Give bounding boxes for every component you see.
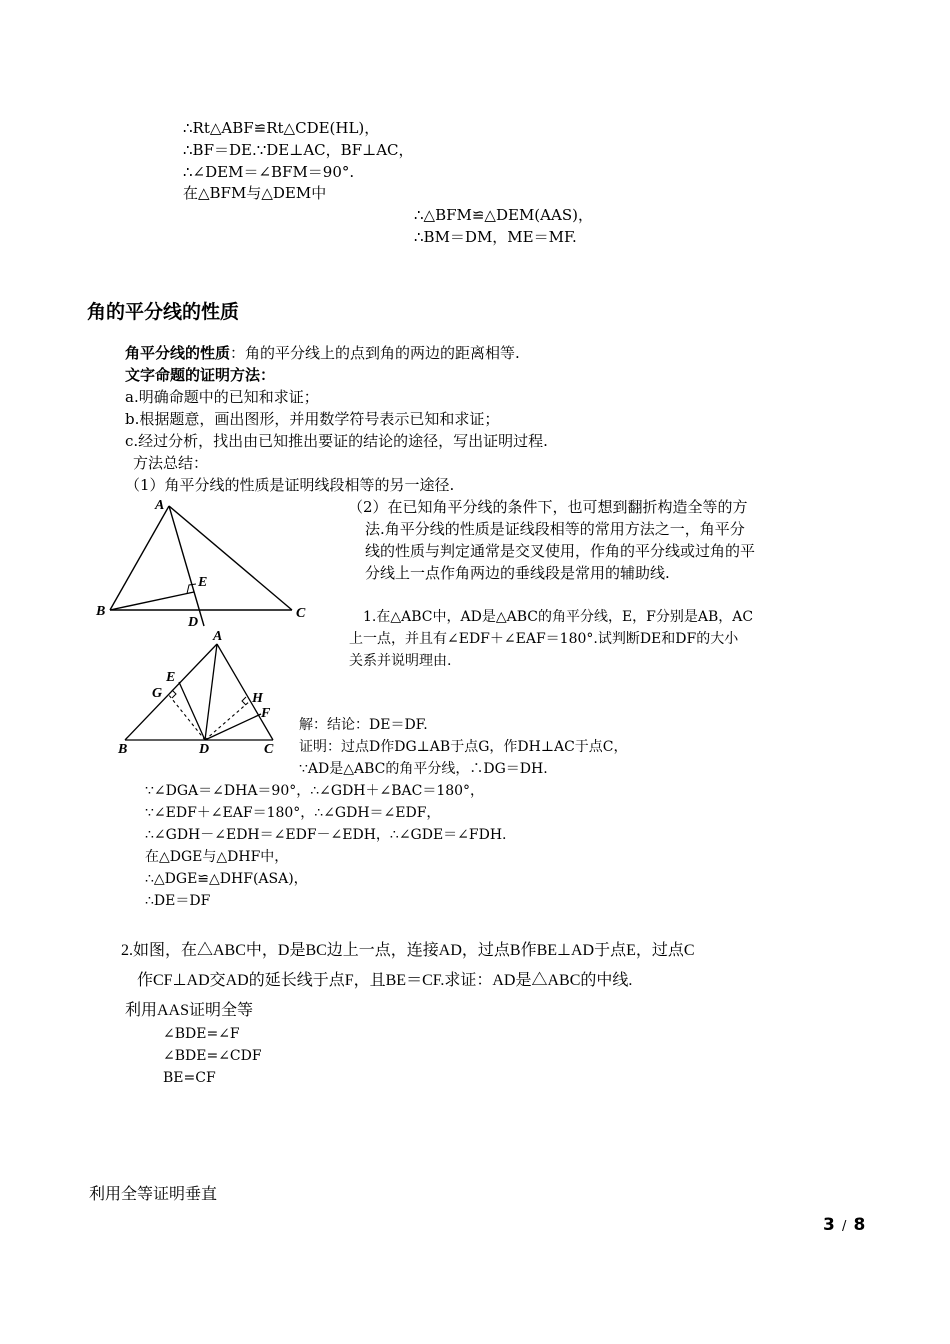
fig1-side-ab [110,506,169,610]
fig1-label-e: E [198,575,208,590]
property-line [125,343,520,363]
proof-line-1: ∴Rt△ABF≌Rt△CDE(HL)， [183,119,380,137]
fig1-perpendicular-be [110,592,194,610]
fig1-label-d: D [188,615,199,628]
fig2-segment-df [205,714,261,740]
method-b: b.根据题意，画出图形，并用数学符号表示已知和求证； [125,410,500,428]
q2-line1: 2.如图，在△ABC中，D是BC边上一点，连接AD，过点B作BE⊥AD于点E，过点C [121,942,695,959]
proof-line-6: ∴BM＝DM，ME＝MF. [414,228,577,246]
fig2-side-ab [125,644,217,740]
fig2-label-a: A [213,629,223,644]
method-a: a.明确命题中的已知和求证； [125,388,319,406]
fig2-label-c: C [264,742,274,757]
sol1-line5: ∵∠EDF＋∠EAF＝180°，∴∠GDH＝∠EDF， [145,805,441,821]
page-number: 3 / 8 [823,1215,866,1235]
fig2-dashed-dh [205,701,250,740]
proof-line-4: 在△BFM与△DEM中 [183,184,327,202]
fig2-label-g: G [152,686,163,701]
fig2-dashed-dg [168,694,205,740]
proof-line-2: ∴BF＝DE.∵DE⊥AC，BF⊥AC， [183,141,414,159]
fig2-side-ac [217,644,273,740]
figure-triangle-bisector [92,496,322,628]
page-current: 3 [823,1215,835,1235]
summary-p2-line4: 分线上一点作角两边的垂线段是常用的辅助线. [365,564,670,582]
sol1-line2: 证明：过点D作DG⊥AB于点G，作DH⊥AC于点C， [299,739,628,755]
summary-p1: （1）角平分线的性质是证明线段相等的另一途径. [125,476,455,494]
sol1-line9: ∴DE＝DF [145,893,211,909]
page-total: 8 [853,1215,866,1235]
property-text: ：角的平分线上的点到角的两边的距离相等. [230,344,520,362]
sol1-line8: ∴△DGE≌△DHF(ASA)， [145,871,308,887]
footer-note: 利用全等证明垂直 [89,1184,218,1203]
property-label: 角平分线的性质 [125,344,231,362]
method-c: c.经过分析，找出由已知推出要证的结论的途径，写出证明过程. [125,432,548,450]
fig1-label-a: A [155,498,165,513]
fig2-label-h: H [252,691,263,706]
sol1-line4: ∵∠DGA＝∠DHA＝90°，∴∠GDH＋∠BAC＝180°， [145,783,485,799]
fig2-label-d: D [199,742,210,757]
figure-triangle-perpendiculars [110,625,290,760]
section-title: 角的平分线的性质 [87,301,240,323]
fig1-bisector-ad [169,506,204,626]
fig1-label-b: B [96,604,106,619]
fig2-bisector-ad [205,644,217,740]
fig2-right-angle-g [172,690,176,698]
proof-line-3: ∴∠DEM＝∠BFM＝90°. [183,163,355,181]
summary-title: 方法总结： [133,454,209,472]
fig2-label-e: E [166,670,176,685]
q1-line3: 关系并说明理由. [349,653,452,669]
q2-note-4: BE=CF [163,1070,216,1086]
method-label: 文字命题的证明方法： [125,366,276,384]
fig2-label-f: F [261,706,271,721]
summary-p2-line1: （2）在已知角平分线的条件下，也可想到翻折构造全等的方 [348,498,748,516]
fig1-label-c: C [296,606,306,621]
sol1-line3: ∵AD是△ABC的角平分线，∴DG＝DH. [299,761,548,777]
q2-note-3: ∠BDE=∠CDF [163,1048,262,1064]
q2-note-2: ∠BDE=∠F [163,1026,240,1042]
q1-line1: 1.在△ABC中，AD是△ABC的角平分线，E，F分别是AB，AC [363,609,754,625]
fig2-label-b: B [118,742,128,757]
fig2-segment-de [179,682,205,740]
summary-p2-line2: 法.角平分线的性质是证线段相等的常用方法之一，角平分 [365,520,745,538]
fig1-side-ac [169,506,292,610]
summary-p2-line3: 线的性质与判定通常是交叉使用，作角的平分线或过角的平 [365,542,756,560]
q1-line2: 上一点，并且有∠EDF＋∠EAF＝180°.试判断DE和DF的大小 [349,631,739,647]
q2-line2: 作CF⊥AD交AD的延长线于点F，且BE＝CF.求证：AD是△ABC的中线. [137,972,633,989]
sol1-line7: 在△DGE与△DHF中， [145,849,289,865]
q2-note-1: 利用AAS证明全等 [125,1002,254,1019]
proof-line-5: ∴△BFM≌△DEM(AAS)， [414,206,593,224]
sol1-line1: 解：结论：DE＝DF. [299,717,428,733]
sol1-line6: ∴∠GDH－∠EDH＝∠EDF－∠EDH，∴∠GDE＝∠FDH. [145,827,507,843]
fig2-right-angle-h [242,697,246,705]
